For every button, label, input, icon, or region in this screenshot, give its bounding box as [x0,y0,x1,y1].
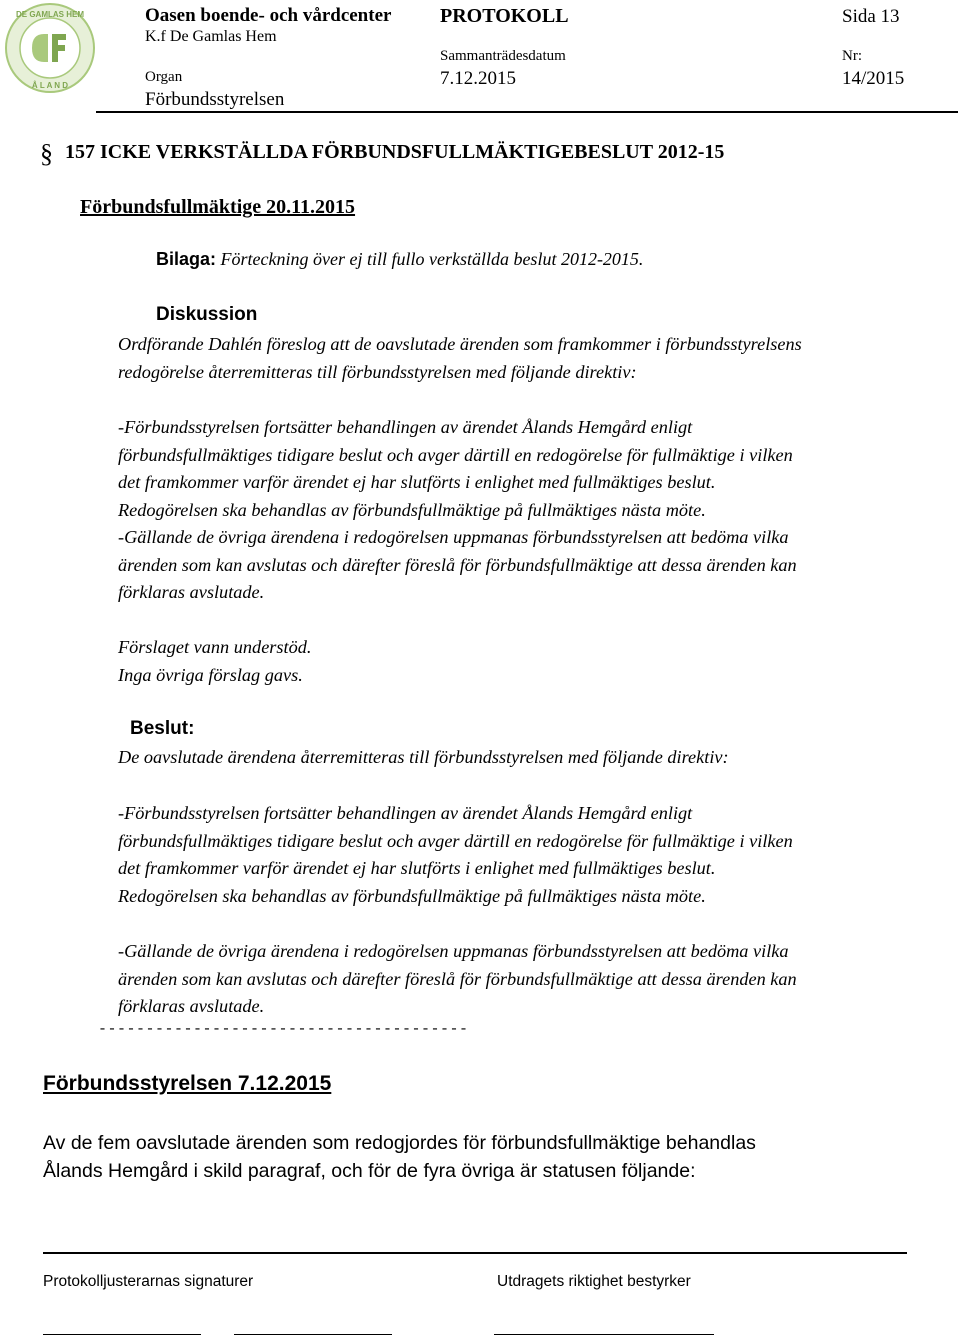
followup-body [43,1129,756,1185]
signature-line [43,1334,201,1335]
organization-sub: K.f De Gamlas Hem [145,28,277,45]
signature-line [234,1334,392,1335]
footer-divider [43,1252,907,1254]
text-line: det framkommer varför ärendet ej har slutförts i enlighet med fullmäktiges beslut. [118,472,716,492]
attachment-text: Förteckning över ej till fullo verkställda beslut 2012-2015. [216,249,644,269]
svg-text:Å L A N D: Å L A N D [31,81,69,90]
text-line: -Gällande de övriga ärendena i redogörelsen uppmanas förbundsstyrelsen att bedöma vilka [118,941,789,961]
text-line: Inga övriga förslag gavs. [118,664,303,685]
discussion-directive [118,414,878,607]
text-line: -Förbundsstyrelsen fortsätter behandlingen av ärendet Ålands Hemgård enligt [118,417,693,437]
text-line: Redogörelsen ska behandlas av förbundsfullmäktige på fullmäktiges nästa möte. [118,885,706,906]
svg-text:§: § [40,140,53,168]
text-line: Av de fem oavslutade ärenden som redogjordes för förbundsfullmäktige behandlas [43,1132,756,1154]
attachment-line [156,249,643,270]
attachment-label: Bilaga: [156,249,217,269]
organization-logo [4,2,96,94]
text-line: -Gällande de övriga ärendena i redogörelsen uppmanas förbundsstyrelsen att bedöma vilka [118,527,789,547]
organization-name: Oasen boende- och vårdcenter [145,5,392,26]
document-type: PROTOKOLL [440,5,569,27]
text-line: Ålands Hemgård i skild paragraf, och för de fyra övriga är statusen följande: [43,1160,696,1182]
discussion-support [118,634,878,689]
adjusters-signatures-label: Protokolljusterarnas signaturer [43,1273,254,1290]
organ-value: Förbundsstyrelsen [145,89,285,110]
meeting-date-label: Sammanträdesdatum [440,48,566,64]
text-line: -Förbundsstyrelsen fortsätter behandlingen av ärendet Ålands Hemgård enligt [118,803,693,823]
text-line: förbundsfullmäktiges tidigare beslut och avger därtill en redogörelse för fullmäktige i vilken [118,830,793,851]
decision-paragraph-1 [118,800,878,910]
text-line: Ordförande Dahlén föreslog att de oavslutade ärenden som framkommer i förbundsstyrelsens [118,334,802,354]
decision-paragraph-2 [118,938,878,1021]
decision-intro [118,744,878,772]
text-line: förbundsfullmäktiges tidigare beslut och avger därtill en redogörelse för fullmäktige i vilken [118,444,793,465]
meeting-date-value: 7.12.2015 [440,68,516,89]
logo-text: DE GAMLAS HEM [16,10,84,19]
organ-label: Organ [145,69,183,85]
text-line: förklaras avslutade. [118,582,265,602]
text-line: Förslaget vann understöd. [118,637,312,657]
number-label: Nr: [842,48,862,64]
text-line: det framkommer varför ärendet ej har slutförts i enlighet med fullmäktiges beslut. [118,858,716,878]
text-line: ärenden som kan avslutas och därefter föreslå för förbundsfullmäktige att dessa ärenden kan [118,968,797,989]
section-subtitle: Förbundsfullmäktige 20.11.2015 [80,196,356,218]
followup-title: Förbundsstyrelsen 7.12.2015 [43,1072,332,1095]
text-line: redogörelse återremitteras till förbundsstyrelsen med följande direktiv: [118,361,637,382]
signature-line [494,1334,714,1335]
extract-certified-label: Utdragets riktighet bestyrker [497,1273,691,1290]
text-line: förklaras avslutade. [118,996,265,1016]
number-value: 14/2015 [842,68,905,89]
decision-heading: Beslut: [130,718,195,739]
separator-dashes: --------------------------------------- [98,1021,469,1038]
page-number: Sida 13 [842,6,900,27]
section-title: 157 ICKE VERKSTÄLLDA FÖRBUNDSFULLMÄKTIGEBESLUT 2012-15 [65,141,725,163]
text-line: ärenden som kan avslutas och därefter föreslå för förbundsfullmäktige att dessa ärenden kan [118,554,797,575]
discussion-intro [118,331,878,386]
text-line: De oavslutade ärendena återremitteras till förbundsstyrelsen med följande direktiv: [118,747,729,767]
discussion-heading: Diskussion [156,304,258,325]
text-line: Redogörelsen ska behandlas av förbundsfullmäktige på fullmäktiges nästa möte. [118,499,706,520]
paragraph-mark-icon [40,140,56,168]
header-divider [96,111,958,113]
